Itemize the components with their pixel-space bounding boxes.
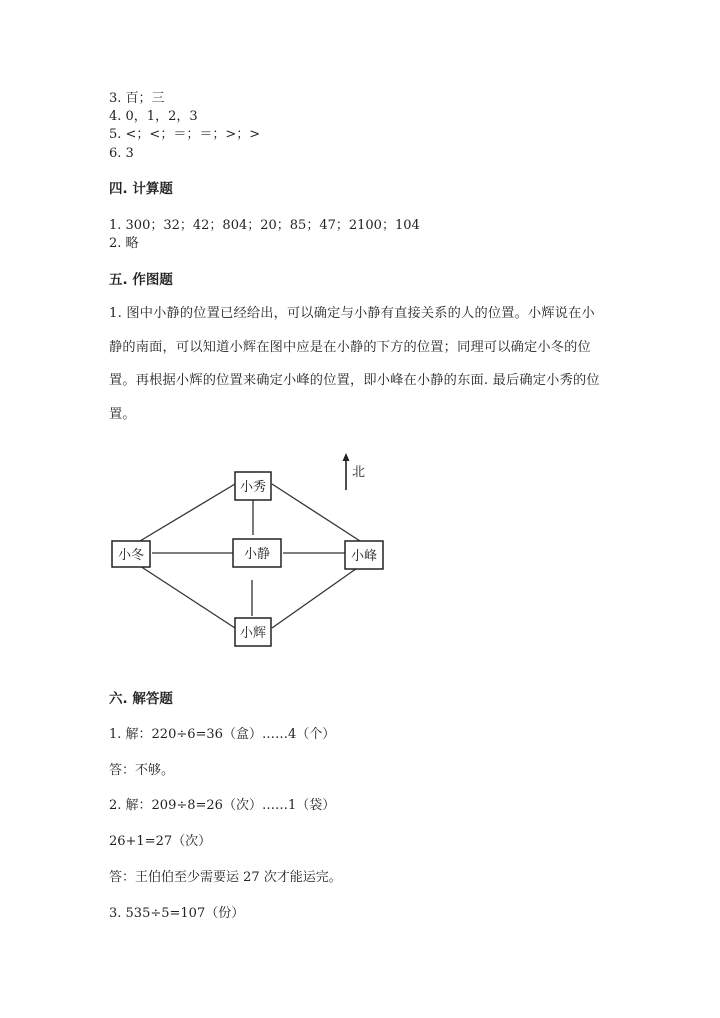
answer-line-3: 3. 百；三: [109, 91, 165, 106]
node-left: [112, 541, 150, 567]
problem-line-2: 答：不够。: [109, 763, 175, 778]
node-bottom: [235, 618, 271, 646]
edge-top-right: [272, 484, 360, 541]
north-arrow-icon: [343, 453, 350, 490]
problem-line-1: 1. 解：220÷6=36（盒）……4（个）: [109, 727, 336, 742]
answer-line-5: 5. <；<；＝；＝；>；>: [109, 127, 261, 142]
problem-line-3: 2. 解：209÷8=26（次）……1（袋）: [109, 798, 336, 813]
node-center: [233, 539, 281, 567]
drawing-explanation: 1. 图中小静的位置已经给出，可以确定与小静有直接关系的人的位置。小辉说在小静的南面，可以知道小辉在图中应是在小静的下方的位置；同理可以确定小冬的位置。再根据小辉的位置来确定小峰的位置，即小峰在小静的东面. 最后确定小秀的位置。: [109, 306, 600, 422]
problem-line-6: 3. 535÷5=107（份）: [109, 906, 245, 921]
calculation-answer-2: 2. 略: [109, 236, 139, 251]
edge-left-top: [140, 484, 235, 541]
answer-line-6: 6. 3: [109, 146, 134, 161]
section-heading-drawing: 五. 作图题: [109, 272, 173, 288]
node-top: [235, 472, 271, 500]
node-right: [345, 541, 383, 569]
svg-text:小峰: 小峰: [350, 549, 378, 564]
problem-line-5: 答：王伯伯至少需要运 27 次才能运完。: [109, 870, 342, 885]
answer-line-4: 4. 0，1，2，3: [109, 109, 198, 124]
svg-text:小冬: 小冬: [117, 548, 145, 563]
svg-text:小辉: 小辉: [239, 626, 267, 641]
edge-left-bottom: [140, 566, 235, 628]
position-diagram: [100, 448, 400, 653]
section-heading-calculation: 四. 计算题: [109, 181, 173, 197]
calculation-answer-1: 1. 300；32；42；804；20；85；47；2100；104: [109, 218, 420, 233]
svg-text:小静: 小静: [243, 547, 271, 562]
north-label: 北: [352, 465, 366, 480]
svg-text:小秀: 小秀: [239, 480, 267, 495]
section-heading-problems: 六. 解答题: [109, 691, 173, 707]
edge-bottom-right: [272, 566, 360, 628]
problem-line-4: 26+1=27（次）: [109, 834, 212, 849]
